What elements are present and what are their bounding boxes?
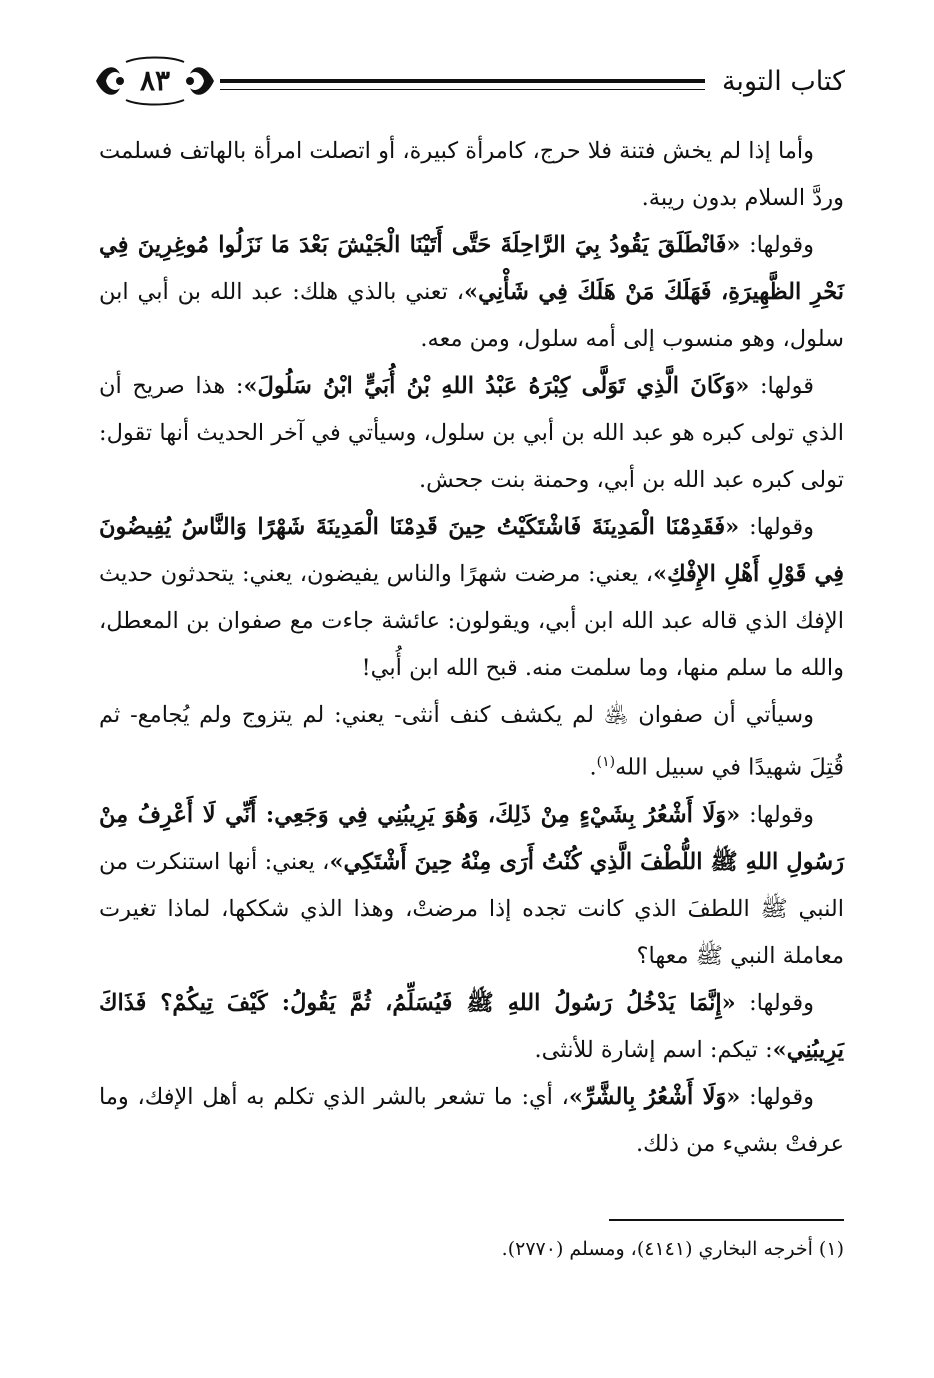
hadith-quote: «وَكَانَ الَّذِي تَوَلَّى كِبْرَهُ عَبْدُ اللهِ بْنُ أُبَيٍّ ابْنُ سَلُولَ» <box>243 373 750 399</box>
hadith-quote: «وَلَا أَشْعُرُ بِشَيْءٍ مِنْ ذَلِكَ، وَهُوَ يَرِيبُنِي فِي وَجَعِي: أَنِّي لَا أَعْرِفُ مِنْ رَسُولِ اللهِ ﷺ اللُّطْفَ الَّذِي كُنْتُ أَرَى مِنْهُ حِينَ أَشْتَكِي» <box>99 801 844 875</box>
running-title: كتاب التوبة <box>721 66 845 97</box>
commentary-text: ، يعني: مرضت شهرًا والناس يفيضون، يعني: يتحدثون حديث الإفك الذي قاله عبد الله ابن أبي، ويقولون: عائشة جاءت مع صفوان بن المعطل، والله ما سلم منها، وما سلمت منه. قبح الله ابن أُبي! <box>99 561 844 681</box>
commentary-text: وقولها: <box>740 232 814 258</box>
paragraph <box>99 980 844 1074</box>
paragraph <box>99 692 844 792</box>
hadith-quote: «فَانْطَلَقَ يَقُودُ بِيَ الرَّاحِلَةَ حَتَّى أَتَيْنَا الْجَيْشَ بَعْدَ مَا نَزَلُوا مُوغِرِينَ فِي نَحْرِ الظَّهِيرَةِ، فَهَلَكَ مَنْ هَلَكَ فِي شَأْنِي» <box>99 232 844 305</box>
commentary-text: وسيأتي أن صفوان ﵁ لم يكشف كنف أنثى- يعني: لم يتزوج ولم يُجامع- ثم قُتِلَ شهيدًا في سبيل الله <box>99 702 844 781</box>
hadith-quote: «إِنَّمَا يَدْخُلُ رَسُولُ اللهِ ﷺ فَيُسَلِّمُ، ثُمَّ يَقُولُ: كَيْفَ تِيكُمْ؟ فَذَاكَ يَرِيبُنِي» <box>99 989 844 1063</box>
commentary-text: : تيكم: اسم إشارة للأنثى. <box>534 1036 773 1063</box>
commentary-text: وأما إذا لم يخش فتنة فلا حرج، كامرأة كبيرة، أو اتصلت امرأة بالهاتف فسلمت وردَّ السلام بدون ريبة. <box>99 138 844 211</box>
commentary-text: قولها: <box>749 373 814 399</box>
paragraph <box>99 128 844 222</box>
footnotes <box>99 1234 844 1264</box>
header-rule <box>220 79 705 90</box>
footnote-marker: (١) <box>596 754 616 770</box>
commentary-text: وقولها: <box>740 1083 814 1110</box>
commentary-text: وقولها: <box>739 514 814 540</box>
hadith-quote: «فَقَدِمْنَا الْمَدِينَةَ فَاشْتَكَيْتُ حِينَ قَدِمْنَا الْمَدِينَةَ شَهْرًا وَالنَّاسُ يُفِيضُونَ فِي قَوْلِ أَهْلِ الإِفْكِ» <box>99 514 844 587</box>
paragraph <box>99 792 844 980</box>
commentary-text: ، تعني بالذي هلك: عبد الله بن أبي ابن سلول، وهو منسوب إلى أمه سلول، ومن معه. <box>99 279 844 352</box>
page-number: ٨٣ <box>139 64 171 97</box>
footnote-item: (١) أخرجه البخاري (٤١٤١)، ومسلم (٢٧٧٠). <box>501 1238 844 1260</box>
commentary-text: وقولها: <box>735 989 815 1016</box>
commentary-text: ، يعني: أنها استنكرت من النبي ﷺ اللطفَ الذي كانت تجده إذا مرضتْ، وهذا الذي شككها، لماذا تغيرت معاملة النبي ﷺ معها؟ <box>99 848 844 969</box>
commentary-text: : هذا صريح أن الذي تولى كبره هو عبد الله بن أبي بن سلول، وسيأتي في آخر الحديث أنها تقول: تولى كبره عبد الله بن أبي، وحمنة بنت جحش. <box>99 373 844 493</box>
paragraph <box>99 363 844 504</box>
commentary-text: وقولها: <box>740 801 814 828</box>
hadith-quote: «وَلَا أَشْعُرُ بِالشَّرِّ» <box>568 1083 741 1110</box>
commentary-text: ، أي: ما تشعر بالشر الذي تكلم به أهل الإفك، وما عرفتْ بشيء من ذلك. <box>99 1083 844 1157</box>
footnote-separator <box>609 1219 844 1221</box>
paragraph <box>99 1074 844 1168</box>
body-text <box>99 128 844 1168</box>
page-header <box>90 52 845 112</box>
paragraph <box>99 222 844 363</box>
page-number-ornament <box>90 54 220 108</box>
commentary-text: . <box>589 754 597 781</box>
paragraph <box>99 504 844 692</box>
